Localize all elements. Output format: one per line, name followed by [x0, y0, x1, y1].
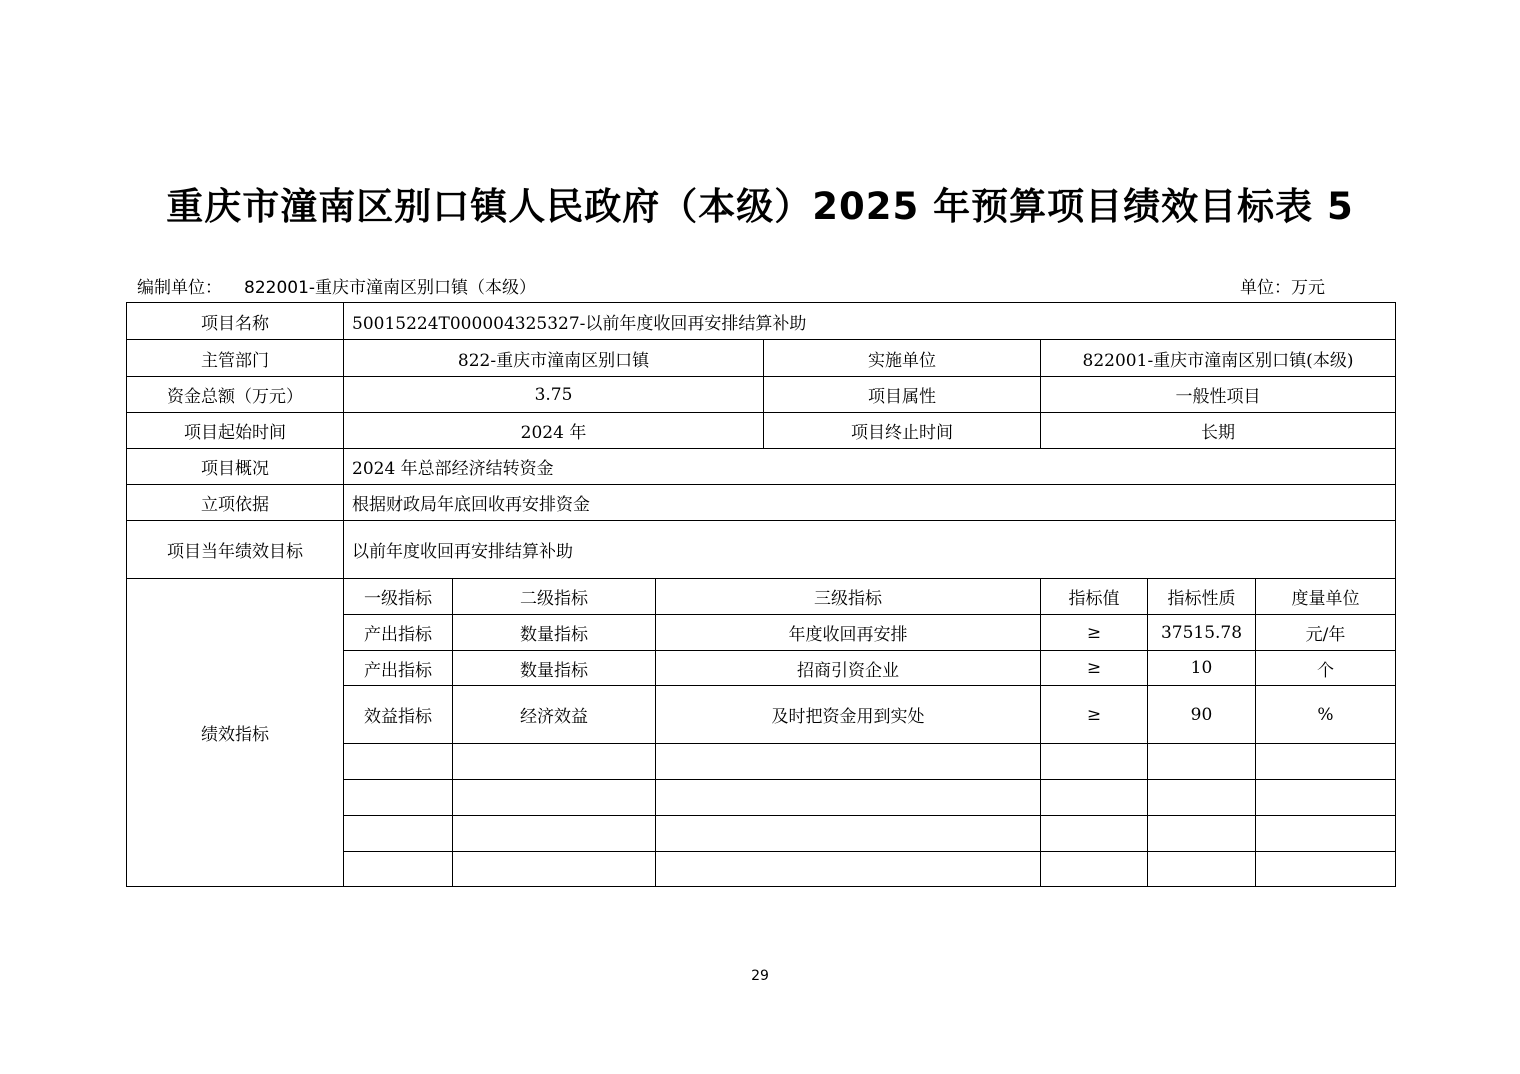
goal-label: 项目当年绩效目标 [127, 521, 344, 579]
empty-cell [1256, 780, 1396, 816]
empty-cell [453, 744, 656, 780]
header-nature: 指标性质 [1148, 579, 1256, 615]
empty-cell [344, 816, 453, 852]
page-number: 29 [751, 968, 769, 984]
table-row [127, 303, 1396, 340]
dept-label: 主管部门 [127, 340, 344, 377]
empty-cell [1041, 852, 1148, 887]
page-title: 重庆市潼南区别口镇人民政府（本级）2025 年预算项目绩效目标表 5 [166, 185, 1354, 228]
compiling-unit-label: 编制单位： [137, 278, 222, 298]
empty-cell [1041, 816, 1148, 852]
overview-label: 项目概况 [127, 449, 344, 485]
header-level2: 二级指标 [453, 579, 656, 615]
empty-cell [344, 780, 453, 816]
dept-value: 822-重庆市潼南区别口镇 [344, 340, 764, 377]
operator-cell: ≥ [1041, 615, 1148, 651]
start-time-label: 项目起始时间 [127, 413, 344, 449]
empty-cell [344, 852, 453, 887]
project-name-label: 项目名称 [127, 303, 344, 340]
end-time-value: 长期 [1041, 413, 1396, 449]
value-cell: 37515.78 [1148, 615, 1256, 651]
empty-cell [656, 744, 1041, 780]
level2-cell: 数量指标 [453, 615, 656, 651]
table-row [127, 340, 1396, 377]
level1-cell: 产出指标 [344, 615, 453, 651]
performance-table [126, 302, 1396, 887]
empty-cell [1148, 852, 1256, 887]
indicator-section-label: 绩效指标 [127, 579, 344, 887]
project-name-value: 50015224T000004325327-以前年度收回再安排结算补助 [344, 303, 1396, 340]
compiling-unit [137, 273, 536, 298]
empty-cell [1256, 816, 1396, 852]
empty-cell [1041, 744, 1148, 780]
table-row [127, 413, 1396, 449]
table-row [127, 377, 1396, 413]
empty-cell [453, 816, 656, 852]
empty-cell [1041, 780, 1148, 816]
header-unit: 度量单位 [1256, 579, 1396, 615]
start-time-value: 2024 年 [344, 413, 764, 449]
attr-value: 一般性项目 [1041, 377, 1396, 413]
header-level1: 一级指标 [344, 579, 453, 615]
table-row [127, 521, 1396, 579]
empty-cell [656, 852, 1041, 887]
level3-cell: 招商引资企业 [656, 651, 1041, 686]
empty-cell [1148, 744, 1256, 780]
impl-unit-label: 实施单位 [764, 340, 1041, 377]
compiling-unit-value: 822001-重庆市潼南区别口镇（本级） [244, 278, 537, 298]
value-cell: 90 [1148, 686, 1256, 744]
value-cell: 10 [1148, 651, 1256, 686]
empty-cell [656, 816, 1041, 852]
level1-cell: 产出指标 [344, 651, 453, 686]
operator-cell: ≥ [1041, 686, 1148, 744]
overview-value: 2024 年总部经济结转资金 [344, 449, 1396, 485]
end-time-label: 项目终止时间 [764, 413, 1041, 449]
level3-cell: 年度收回再安排 [656, 615, 1041, 651]
empty-cell [656, 780, 1041, 816]
attr-label: 项目属性 [764, 377, 1041, 413]
empty-cell [453, 852, 656, 887]
funds-value: 3.75 [344, 377, 764, 413]
unit-cell: % [1256, 686, 1396, 744]
table-row [127, 485, 1396, 521]
level1-cell: 效益指标 [344, 686, 453, 744]
unit-cell: 个 [1256, 651, 1396, 686]
empty-cell [1256, 852, 1396, 887]
empty-cell [453, 780, 656, 816]
header-value: 指标值 [1041, 579, 1148, 615]
basis-label: 立项依据 [127, 485, 344, 521]
operator-cell: ≥ [1041, 651, 1148, 686]
empty-cell [344, 744, 453, 780]
impl-unit-value: 822001-重庆市潼南区别口镇(本级) [1041, 340, 1396, 377]
empty-cell [1148, 780, 1256, 816]
empty-cell [1148, 816, 1256, 852]
empty-cell [1256, 744, 1396, 780]
currency-unit: 单位：万元 [1240, 278, 1325, 298]
goal-value: 以前年度收回再安排结算补助 [344, 521, 1396, 579]
funds-label: 资金总额（万元） [127, 377, 344, 413]
unit-cell: 元/年 [1256, 615, 1396, 651]
level2-cell: 经济效益 [453, 686, 656, 744]
level2-cell: 数量指标 [453, 651, 656, 686]
level3-cell: 及时把资金用到实处 [656, 686, 1041, 744]
indicator-header-row [127, 579, 1396, 615]
basis-value: 根据财政局年底回收再安排资金 [344, 485, 1396, 521]
table-row [127, 449, 1396, 485]
header-level3: 三级指标 [656, 579, 1041, 615]
